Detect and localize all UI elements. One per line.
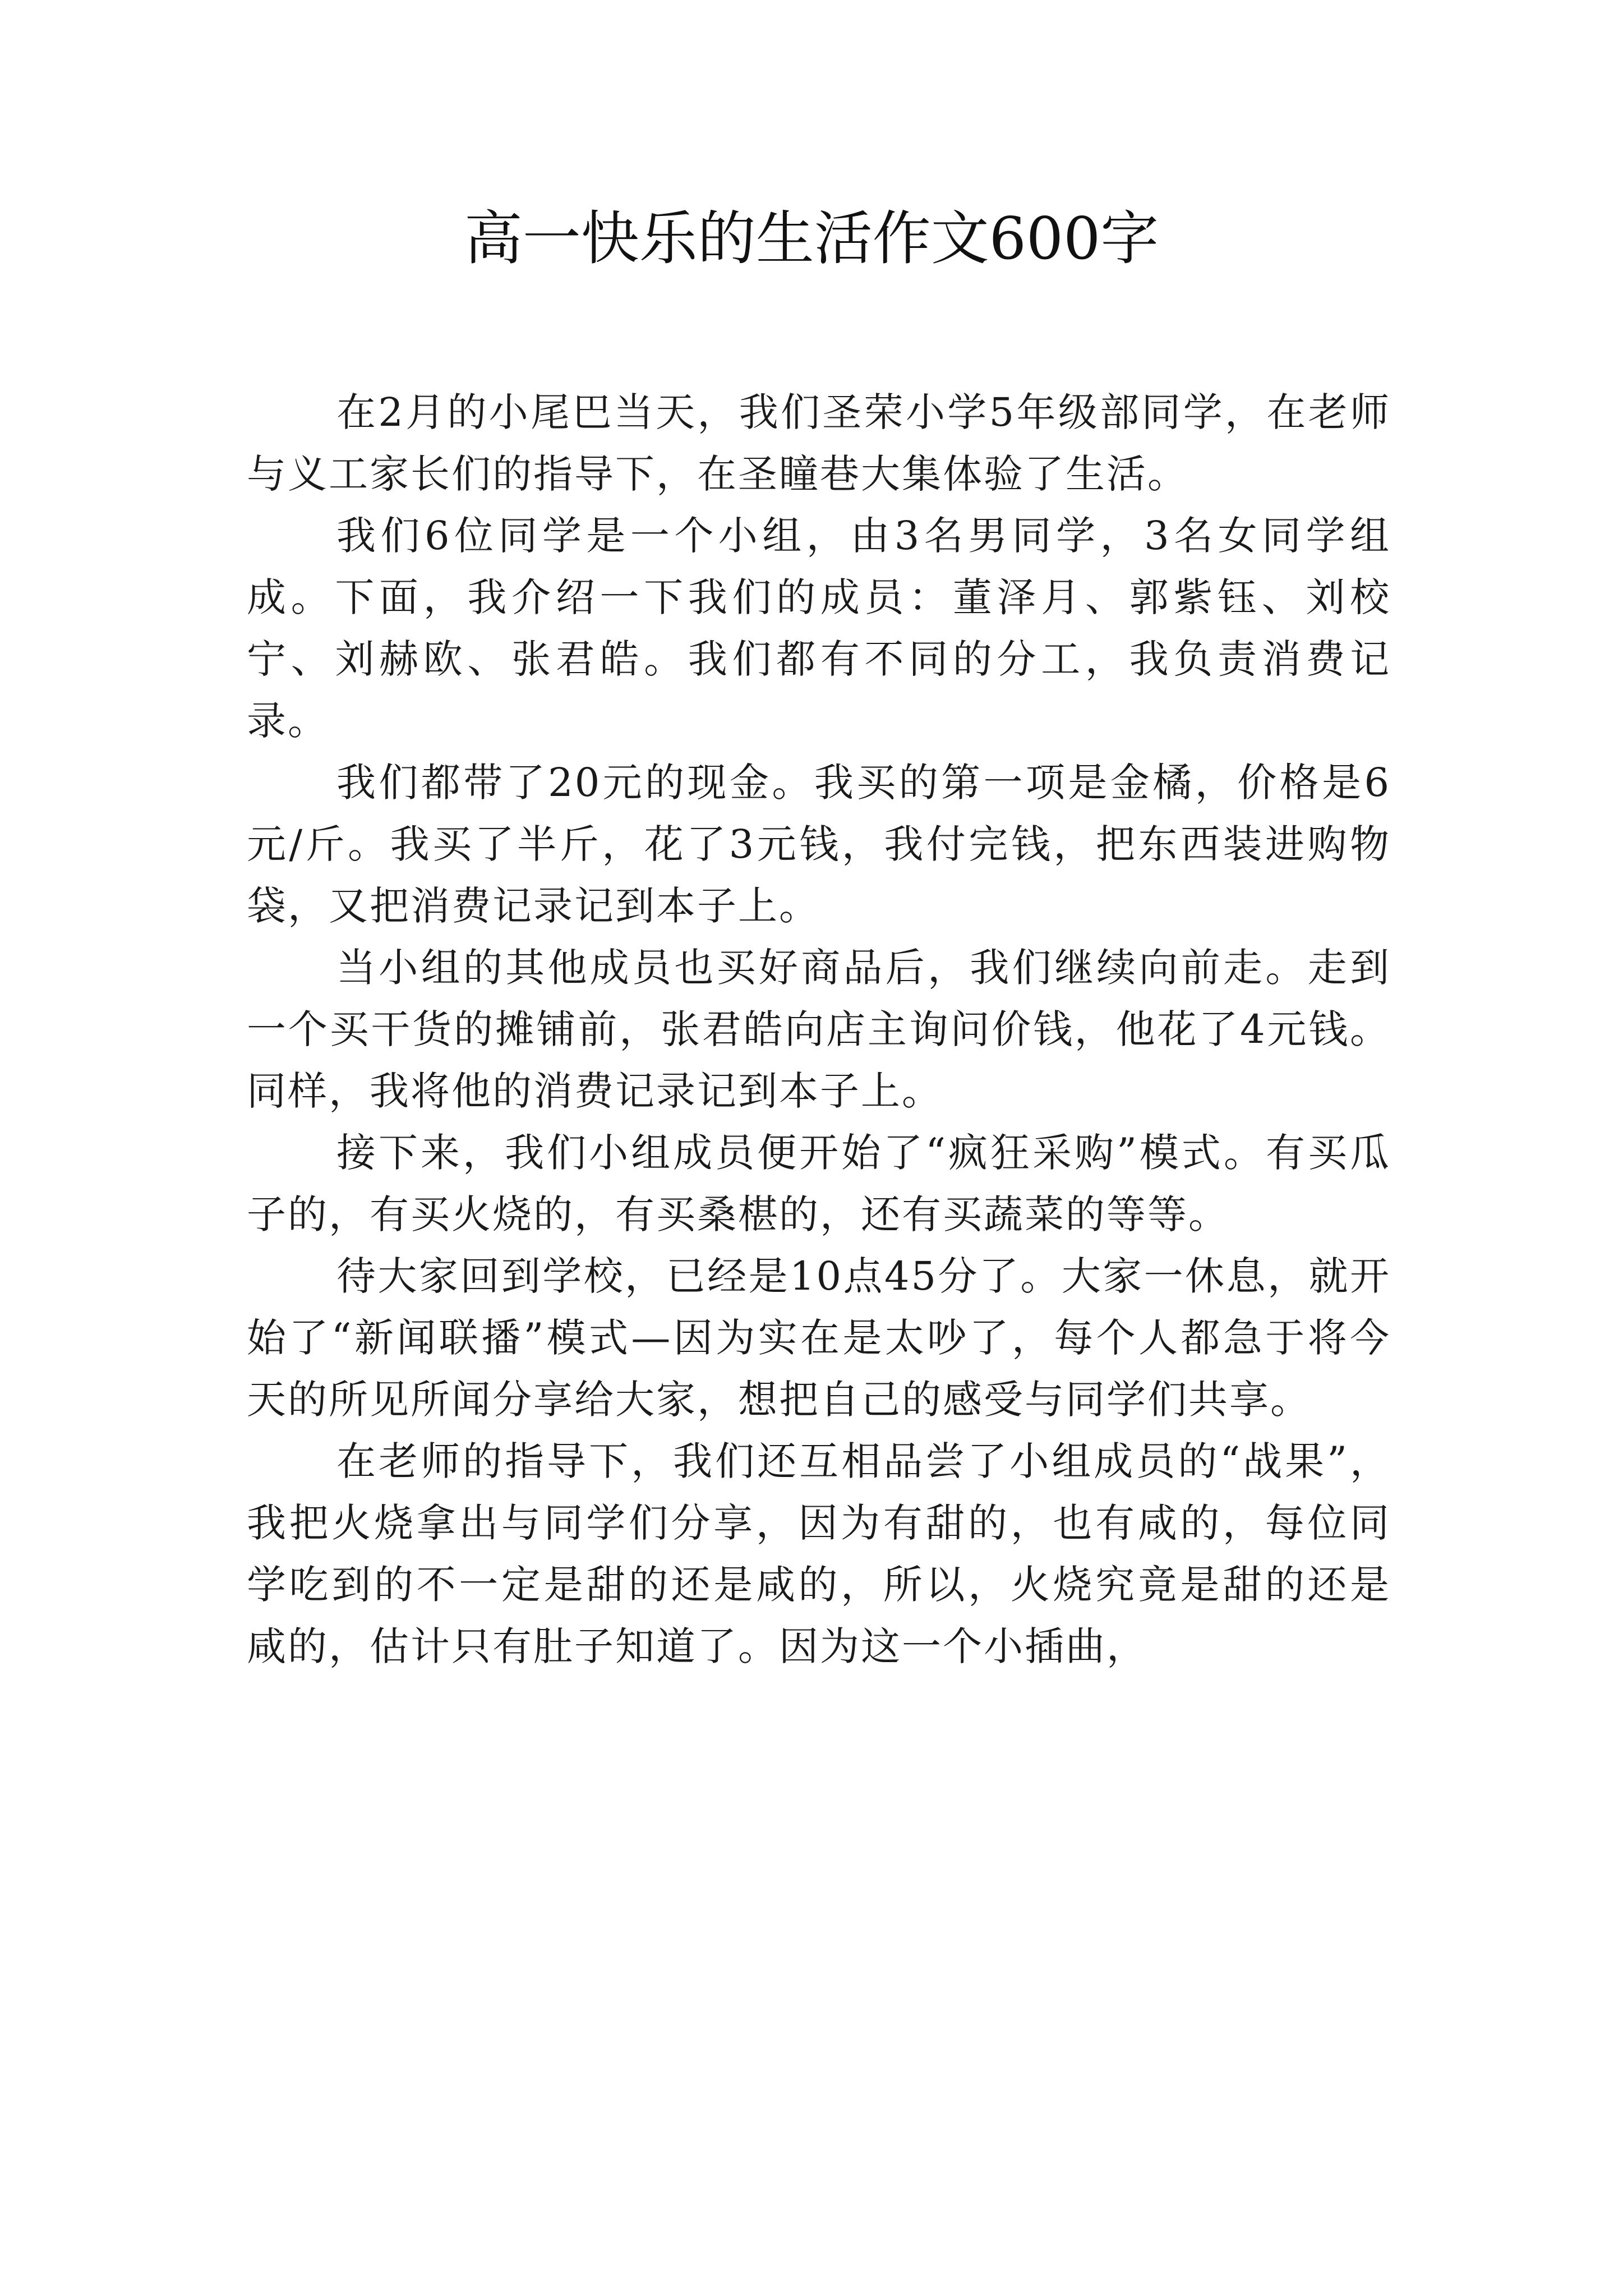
paragraph: 在2月的小尾巴当天，我们圣荣小学5年级部同学，在老师与义工家长们的指导下，在圣瞳巷大集体验了生活。: [247, 389, 1391, 497]
paragraph: 在老师的指导下，我们还互相品尝了小组成员的“战果”，我把火烧拿出与同学们分享，因为有甜的，也有咸的，每位同学吃到的不一定是甜的还是咸的，所以，火烧究竟是甜的还是咸的，估计只有肚子知道了。因为这一个小插曲，: [247, 1438, 1391, 1669]
document-title: 高一快乐的生活作文600字: [464, 204, 1159, 273]
paragraph: 接下来，我们小组成员便开始了“疯狂采购”模式。有买瓜子的，有买火烧的，有买桑椹的，还有买蔬菜的等等。: [247, 1130, 1391, 1237]
paragraph: 我们6位同学是一个小组，由3名男同学，3名女同学组成。下面，我介绍一下我们的成员：董泽月、郭紫钰、刘校宁、刘赫欧、张君皓。我们都有不同的分工，我负责消费记录。: [247, 513, 1391, 744]
paragraph: 待大家回到学校，已经是10点45分了。大家一休息，就开始了“新闻联播”模式—因为实在是太吵了，每个人都急于将今天的所见所闻分享给大家，想把自己的感受与同学们共享。: [247, 1253, 1391, 1423]
paragraph: 我们都带了20元的现金。我买的第一项是金橘，价格是6元/斤。我买了半斤，花了3元钱，我付完钱，把东西装进购物袋，又把消费记录记到本子上。: [247, 760, 1391, 929]
document-body: [247, 381, 1391, 1677]
paragraph: 当小组的其他成员也买好商品后，我们继续向前走。走到一个买干货的摊铺前，张君皓向店主询问价钱，他花了4元钱。同样，我将他的消费记录记到本子上。: [247, 945, 1391, 1114]
